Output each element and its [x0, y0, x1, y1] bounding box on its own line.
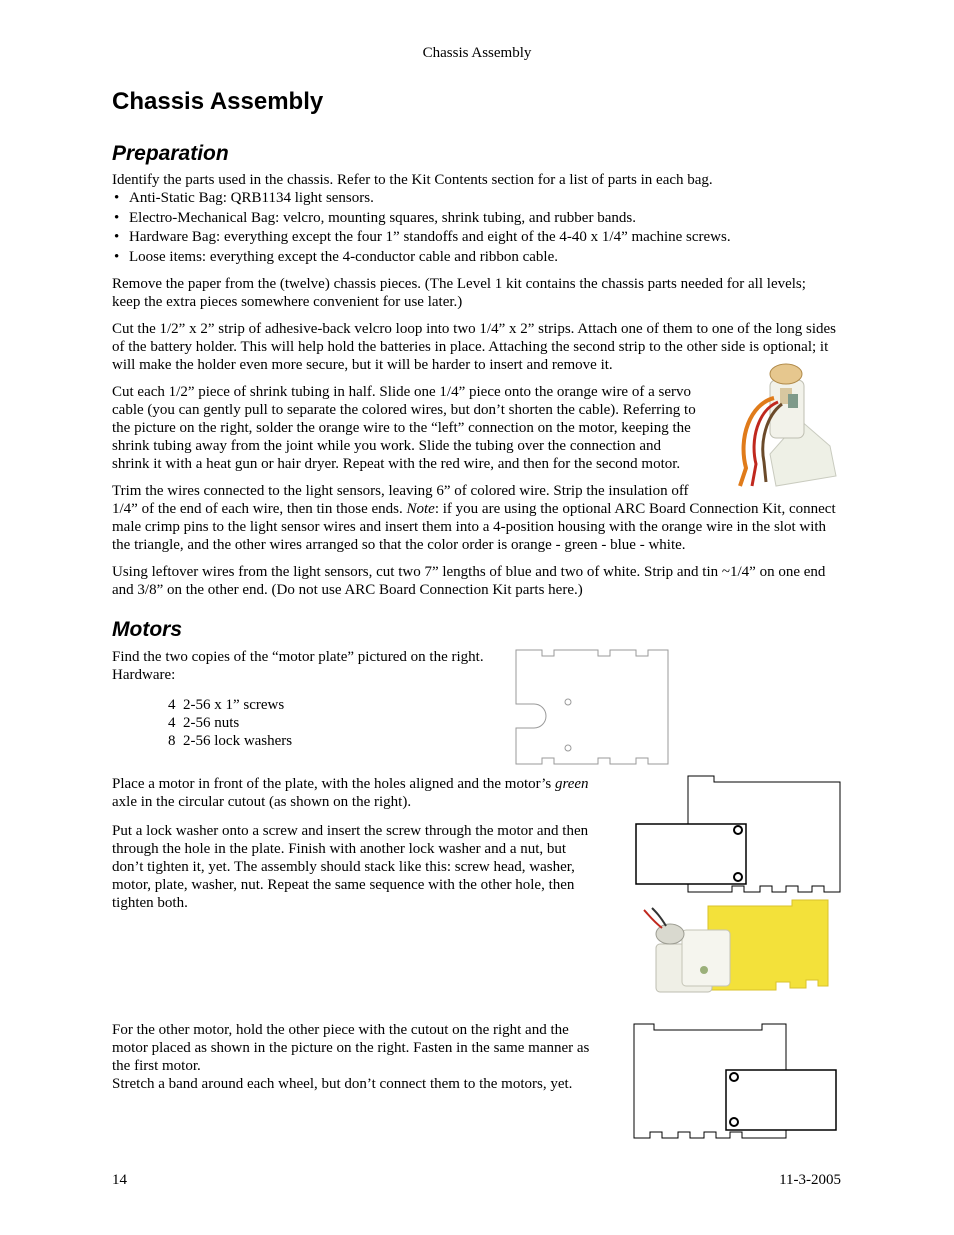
paragraph-other-motor	[112, 1021, 617, 1093]
text-line: shrink it with a heat gun or hair dryer. Repeat with the red wire, and then for the second motor.	[112, 456, 681, 472]
paragraph-motor-plate	[112, 648, 512, 684]
hardware-item: 4 2-56 x 1” screws	[168, 697, 285, 713]
running-header: Chassis Assembly	[422, 45, 532, 61]
plate-with-motor-diagram-1	[634, 774, 844, 894]
text-line: Hardware:	[112, 667, 176, 683]
emphasis-green: green	[554, 776, 589, 792]
footer-date: 11-3-2005	[779, 1172, 841, 1188]
preparation-intro: Identify the parts used in the chassis. Refer to the Kit Contents section for a list of parts in each bag.	[112, 172, 713, 188]
section-heading-preparation: Preparation	[112, 142, 229, 165]
preparation-intro-block	[112, 171, 837, 267]
paragraph-remove-paper: Remove the paper from the (twelve) chassis pieces. (The Level 1 kit contains the chassis parts needed for all levels; keep the extra pieces somewhere convenient for use later.)	[112, 276, 806, 310]
text-line: Cut each 1/2” piece of shrink tubing in half. Slide one 1/4” piece onto the orange wire of a servo	[112, 384, 691, 400]
text-line: shrink tubing away from the joint while you work. Slide the tubing over the connection and	[112, 438, 662, 454]
text-span: 1/4” of the end of each wire, then tin those ends.	[112, 501, 407, 517]
list-item: • Loose items: everything except the 4-conductor cable and ribbon cable.	[112, 248, 837, 268]
text-line: motor, plate, washer, nut. Repeat the same sequence with the other hole, then	[112, 877, 575, 893]
paragraph-shrink-tubing	[112, 383, 732, 473]
text-span: Place a motor in front of the plate, with the holes aligned and the motor’s	[112, 776, 555, 792]
paragraph-place-motor	[112, 775, 617, 811]
page-title: Chassis Assembly	[112, 88, 324, 115]
note-label: Note	[406, 501, 435, 517]
plate-with-motor-diagram-2	[630, 1020, 840, 1140]
text-line: tighten both.	[112, 895, 188, 911]
text-line: For the other motor, hold the other piece with the cutout on the right and the	[112, 1022, 569, 1038]
hardware-item: 4 2-56 nuts	[168, 715, 240, 731]
text-line: the first motor.	[112, 1058, 201, 1074]
hardware-list	[168, 696, 292, 750]
text-line: Find the two copies of the “motor plate” pictured on the right.	[112, 649, 484, 665]
list-item: • Electro-Mechanical Bag: velcro, mounting squares, shrink tubing, and rubber bands.	[112, 209, 837, 229]
parts-bullet-list	[112, 189, 837, 267]
text-line: Put a lock washer onto a screw and insert the screw through the motor and then	[112, 823, 589, 839]
text-span: : if you are using the optional ARC Board Connection Kit, connect male crimp pins to the light sensor wires and insert them into a 4-position housing with the orange wire in the slot with the triangle, and the other wires arranged so that the color order is orange - green - blue - white.	[112, 501, 836, 553]
text-line: through the hole in the plate. Finish with another lock washer and a nut, but	[112, 841, 567, 857]
motor-on-plate-photo	[642, 900, 832, 1000]
motor-plate-diagram	[512, 646, 672, 771]
text-line: Stretch a band around each wheel, but don’t connect them to the motors, yet.	[112, 1076, 573, 1092]
paragraph-trim-wires	[112, 482, 837, 554]
text-line: cable (you can gently pull to separate the colored wires, but don’t shorten the cable). Referring to	[112, 402, 696, 418]
text-line: axle in the circular cutout (as shown on the right).	[112, 794, 412, 810]
text-line: motor placed as shown in the picture on the right. Fasten in the same manner as	[112, 1040, 590, 1056]
hardware-item: 8 2-56 lock washers	[168, 733, 293, 749]
motor-wire-photo	[730, 358, 840, 490]
paragraph-velcro: Cut the 1/2” x 2” strip of adhesive-back velcro loop into two 1/4” x 2” strips. Attach one of them to one of the long sides of the battery holder. This will help hold the batteries in place. Attaching the second strip to the other side is optional; it will make the holder even more secure, but it will be harder to insert and remove it.	[112, 321, 837, 373]
list-item: • Hardware Bag: everything except the four 1” standoffs and eight of the 4-40 x 1/4” machine screws.	[112, 228, 837, 248]
text-line: Trim the wires connected to the light sensors, leaving 6” of colored wire. Strip the insulation off	[112, 483, 689, 499]
paragraph-leftover-wires: Using leftover wires from the light sensors, cut two 7” lengths of blue and two of white. Strip and tin ~1/4” on one end and 3/8” on the other end. (Do not use ARC Board Connection Kit parts here.)	[112, 564, 826, 598]
list-item: • Anti-Static Bag: QRB1134 light sensors.	[112, 189, 837, 209]
text-line: don’t tighten it, yet. The assembly should stack like this: screw head, washer,	[112, 859, 575, 875]
section-heading-motors: Motors	[112, 618, 182, 641]
paragraph-lock-washer	[112, 822, 617, 912]
page-number: 14	[112, 1172, 127, 1188]
text-line: the picture on the right, solder the orange wire to the “left” connection on the motor, keeping the	[112, 420, 691, 436]
